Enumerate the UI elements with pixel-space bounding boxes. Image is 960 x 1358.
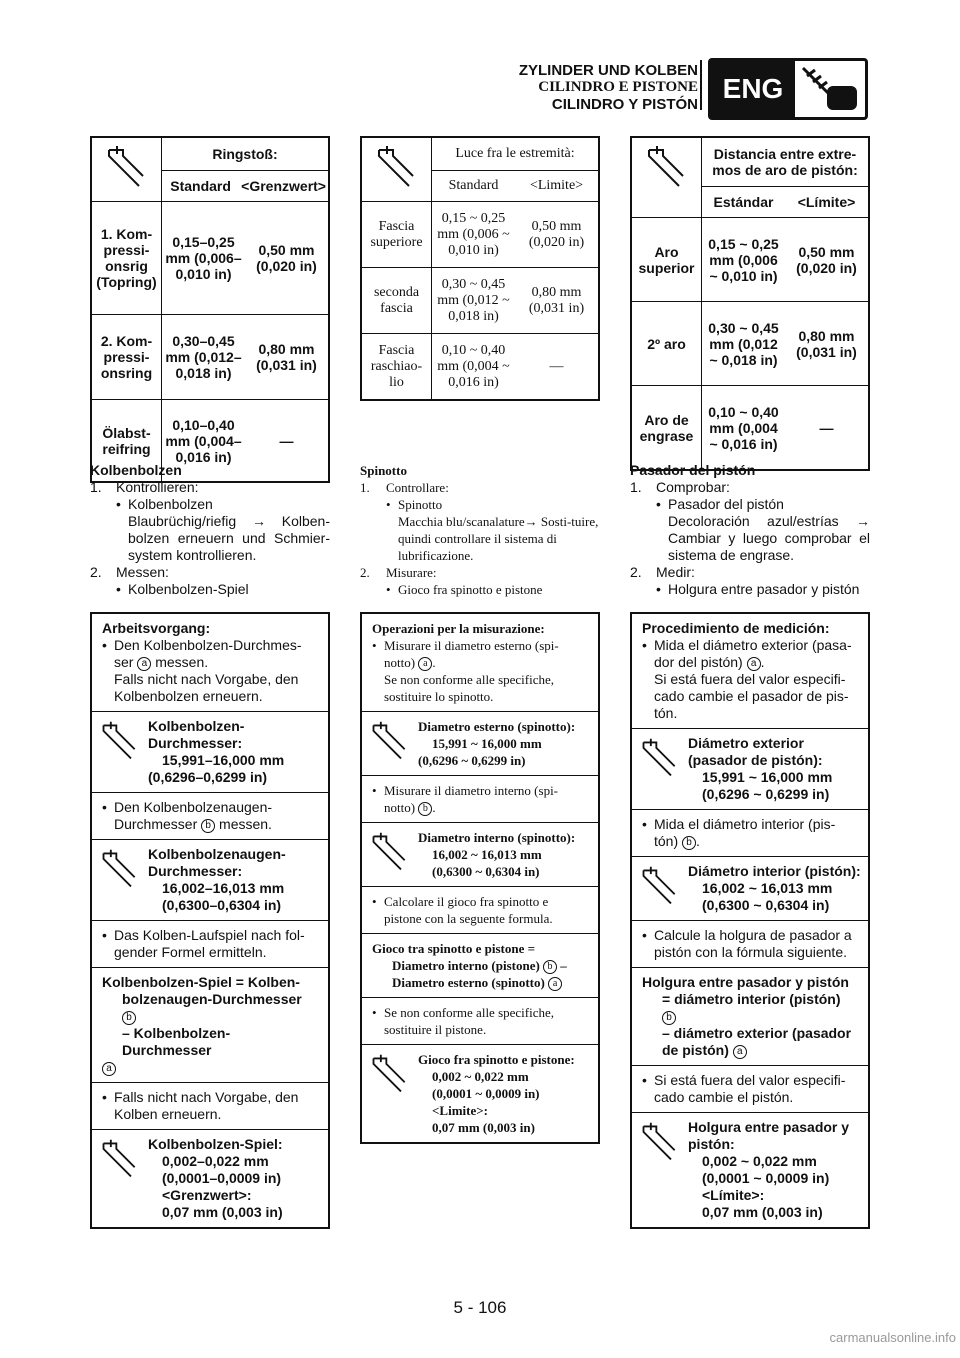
spec-label: Kolbenbolzenaugen-Durchmesser: (148, 846, 286, 879)
step-text: messen. (219, 816, 272, 832)
bullet: • (372, 894, 377, 909)
row-limit: 0,50 mm (0,020 in) (256, 242, 317, 274)
spec-value: 0,002 ~ 0,022 mm (702, 1153, 817, 1169)
limit-header: <Límite> (797, 194, 856, 210)
bullet: • (102, 1089, 107, 1105)
step-text: Falls nicht nach Vorgabe, den Kolben erneuern. (114, 1089, 299, 1122)
marker-b: b (418, 802, 432, 816)
bullet: • (642, 1072, 647, 1088)
caliper-icon (92, 138, 162, 201)
formula-line: Diametro interno (pistone) (392, 958, 540, 973)
step-text: Misurare il diametro interno (spi-notto) (384, 783, 559, 815)
spec-value: 16,002 ~ 16,013 mm (432, 847, 542, 862)
step-text: messen. (155, 654, 209, 670)
bullet: • (372, 638, 377, 653)
table-head: Distancia entre extre-mos de aro de pistón: (702, 138, 868, 187)
marker-a: a (733, 1045, 747, 1059)
step-number: 2. (90, 564, 102, 580)
marker-a: a (747, 657, 761, 671)
spec-value: 15,991 ~ 16,000 mm (432, 736, 542, 751)
table-head: Luce fra le estremità: (432, 138, 598, 171)
spec-label: Diámetro interior (pistón): (688, 863, 861, 879)
caliper-icon (362, 823, 418, 886)
row-std: 0,15–0,25 mm (0,006–0,010 in) (165, 234, 242, 282)
bullet-text: Pasador del pistón (668, 496, 784, 512)
step-text: Misurare: (386, 565, 437, 580)
spec-value: (0,0001 ~ 0,0009 in) (702, 1170, 830, 1186)
step-note: Si está fuera del valor especifi-cado cambie el pasador de pis-tón. (654, 671, 849, 721)
row-limit: — (819, 419, 834, 436)
bullet-text: Kolbenbolzen (128, 496, 213, 512)
bullet: • (386, 582, 391, 597)
ring-gap-table-de (90, 136, 330, 483)
spec-value: 0,002–0,022 mm (162, 1153, 269, 1169)
row-limit: 0,80 mm (0,031 in) (528, 284, 585, 316)
formula-line: Diametro esterno (spinotto) (392, 975, 545, 990)
procedure-head: Arbeitsvorgang: (102, 620, 211, 636)
row-name: Ölabst-reifring (92, 400, 162, 481)
bullet: • (642, 816, 647, 832)
spec-label: Kolbenbolzen-Spiel: (148, 1136, 283, 1152)
text-block-es (630, 462, 870, 598)
formula-line: – diámetro exterior (pasador de pistón) (662, 1025, 852, 1058)
procedure-head: Procedimiento de medición: (642, 620, 830, 636)
spec-value: (0,6300–0,6304 in) (162, 897, 282, 913)
step-text: Se non conforme alle specifiche, sostituire il pistone. (384, 1005, 555, 1037)
row-limit: — (279, 432, 294, 449)
row-name: Fascia superiore (362, 202, 432, 267)
spec-value: 15,991–16,000 mm (162, 752, 285, 768)
step-text: Den Kolbenbolzenaugen-Durchmesser (114, 799, 273, 832)
bullet-text: Spinotto (398, 497, 443, 512)
spec-label: Holgura entre pasador y pistón: (688, 1119, 850, 1152)
spec-label: Kolbenbolzen-Durchmesser: (148, 718, 245, 751)
row-std: 0,10 ~ 0,40 mm (0,004 ~ 0,016 in) (437, 342, 510, 390)
table-head: Ringstoß: (162, 138, 328, 171)
procedure-box-it (360, 612, 600, 1144)
row-std: 0,30 ~ 0,45 mm (0,012 ~ 0,018 in) (437, 276, 510, 324)
formula-line: Holgura entre pasador y pistón (642, 974, 849, 990)
spec-value: (0,6300 ~ 0,6304 in) (702, 897, 830, 913)
spec-value: <Límite>: (702, 1187, 765, 1203)
ring-gap-table-it (360, 136, 600, 401)
step-text: . (432, 655, 436, 670)
caliper-icon (92, 712, 148, 792)
formula-line: Gioco tra spinotto e pistone = (372, 941, 536, 956)
step-text: Mida el diámetro exterior (pasa-dor del pistón) (654, 637, 852, 670)
limit-header: <Limite> (529, 178, 584, 193)
row-std: 0,10 ~ 0,40 mm (0,004 ~ 0,016 in) (708, 403, 779, 452)
caliper-icon (632, 857, 688, 920)
bullet-detail: Macchia blu/scanalature→ Sosti-tuire, quindi controllare il sistema di lubrificazione. (398, 514, 599, 563)
bullet: • (642, 927, 647, 943)
spec-value: (0,6300 ~ 0,6304 in) (432, 864, 540, 879)
section-title-es: CILINDRO Y PISTÓN (551, 96, 698, 113)
caliper-icon (362, 712, 418, 775)
spec-value: 0,07 mm (0,003 in) (162, 1204, 283, 1220)
step-text: Controllare: (386, 480, 449, 495)
subsection-title: Kolbenbolzen (90, 462, 182, 478)
row-std: 0,30 ~ 0,45 mm (0,012 ~ 0,018 in) (708, 319, 779, 368)
spec-value: 0,07 mm (0,003 in) (702, 1204, 823, 1220)
marker-b: b (122, 1011, 136, 1025)
spec-value: (0,0001 ~ 0,0009 in) (432, 1086, 540, 1101)
step-note: Falls nicht nach Vorgabe, den Kolbenbolzen erneuern. (114, 671, 299, 704)
caliper-icon (632, 729, 688, 809)
row-limit: 0,80 mm (0,031 in) (796, 327, 857, 360)
step-text: Das Kolben-Laufspiel nach fol-gender Formel ermitteln. (114, 927, 305, 960)
row-std: 0,30–0,45 mm (0,012–0,018 in) (165, 333, 242, 381)
formula (92, 968, 328, 1083)
step-number: 1. (90, 479, 102, 495)
caliper-icon (632, 1113, 688, 1227)
bullet: • (372, 783, 377, 798)
spec-value: 0,07 mm (0,003 in) (432, 1120, 535, 1135)
step-text: Misurare il diametro esterno (spi-notto) (384, 638, 559, 670)
spec-value: <Limite>: (432, 1103, 488, 1118)
step-number: 2. (630, 564, 642, 580)
marker-b: b (201, 819, 215, 833)
bullet: • (656, 496, 661, 512)
spec-value: (0,0001–0,0009 in) (162, 1170, 282, 1186)
header-divider (700, 60, 702, 110)
formula-line: – Kolbenbolzen-Durchmesser (122, 1025, 231, 1058)
step-number: 1. (630, 479, 642, 495)
row-limit: 0,50 mm (0,020 in) (796, 243, 857, 276)
step-text: Kontrollieren: (116, 479, 199, 495)
std-header: Estándar (713, 194, 774, 210)
formula: Gioco tra spinotto e pistone = Diametro interno (pistone) b – Diametro esterno (spinotto) a (362, 934, 598, 998)
step-text: . (432, 800, 436, 815)
formula (632, 968, 868, 1066)
step-text: Calcolare il gioco fra spinotto e pistone con la seguente formula. (384, 894, 553, 926)
spec-value: 16,002 ~ 16,013 mm (702, 880, 833, 896)
row-name: 2º aro (632, 302, 702, 385)
subsection-title: Pasador del pistón (630, 462, 756, 478)
bullet-text: Kolbenbolzen-Spiel (128, 581, 249, 597)
bullet-text: Holgura entre pasador y pistón (668, 581, 860, 597)
spec-label: Diametro esterno (spinotto): (418, 719, 576, 734)
bullet: • (116, 581, 121, 597)
row-name: Aro superior (632, 218, 702, 301)
step-number: 1. (360, 480, 370, 495)
engine-piston-icon (795, 61, 865, 117)
spec-value: <Grenzwert>: (162, 1187, 252, 1203)
row-std: 0,15 ~ 0,25 mm (0,006 ~ 0,010 in) (437, 210, 510, 258)
row-name: Fascia raschiao-lio (362, 334, 432, 399)
step-text: Comprobar: (656, 479, 730, 495)
std-header: Standard (170, 178, 231, 194)
spec-value: 15,991 ~ 16,000 mm (702, 769, 833, 785)
bullet-detail: Blaubrüchig/riefig → Kolben-bolzen erneuern und Schmier-system kontrollieren. (128, 513, 330, 563)
subsection-title: Spinotto (360, 463, 407, 478)
spec-label: Gioco fra spinotto e pistone: (418, 1052, 575, 1067)
row-limit: — (549, 358, 564, 374)
formula-line: Kolbenbolzen-Spiel = Kolben- (102, 974, 300, 990)
bullet: • (386, 497, 391, 512)
watermark: carmanualsonline.info (829, 1330, 956, 1345)
step-text: Messen: (116, 564, 169, 580)
row-std: 0,10–0,40 mm (0,004–0,016 in) (165, 416, 242, 465)
caliper-icon (362, 1045, 418, 1142)
row-name: Aro de engrase (632, 386, 702, 469)
bullet: • (102, 799, 107, 815)
marker-a: a (102, 1062, 116, 1076)
caliper-icon (362, 138, 432, 201)
procedure-box-de (90, 612, 330, 1229)
procedure-head: Operazioni per la misurazione: (372, 621, 545, 636)
row-std: 0,15 ~ 0,25 mm (0,006 ~ 0,010 in) (708, 235, 779, 284)
row-name: seconda fascia (362, 268, 432, 333)
caliper-icon (92, 1130, 148, 1227)
step-text: Mida el diámetro interior (pis-tón) (654, 816, 836, 849)
formula-line: = diámetro interior (pistón) (662, 991, 841, 1007)
step-text: . (760, 654, 765, 670)
section-title-it: CILINDRO E PISTONE (538, 79, 698, 95)
caliper-icon (632, 138, 702, 217)
row-name: 2. Kom-pressi-onsring (92, 315, 162, 399)
bullet: • (372, 1005, 377, 1020)
step-text: Calcule la holgura de pasador a pistón con la fórmula siguiente. (654, 927, 852, 960)
bullet: • (102, 637, 107, 653)
spec-label: Diámetro exterior (pasador de pistón): (688, 735, 823, 768)
spec-value: 16,002–16,013 mm (162, 880, 285, 896)
formula-line: bolzenaugen-Durchmesser (122, 991, 302, 1007)
page-number: 5 - 106 (453, 1298, 507, 1317)
spec-label: Diametro interno (spinotto): (418, 830, 576, 845)
step-text: Den Kolbenbolzen-Durchmes-ser (114, 637, 302, 670)
limit-header: <Grenzwert> (241, 178, 326, 194)
bullet-text: Gioco fra spinotto e pistone (398, 582, 543, 597)
procedure-box-es (630, 612, 870, 1229)
spec-value: (0,6296–0,6299 in) (148, 769, 268, 785)
marker-b: b (682, 836, 696, 850)
spec-value: (0,6296 ~ 0,6299 in) (418, 753, 526, 768)
marker-a: a (548, 977, 562, 991)
eng-badge (708, 58, 868, 120)
marker-b: b (543, 960, 557, 974)
spec-value: (0,6296 ~ 0,6299 in) (702, 786, 830, 802)
row-name: 1. Kom-pressi-onsrig (Topring) (92, 202, 162, 314)
row-limit: 0,80 mm (0,031 in) (256, 341, 317, 373)
std-header: Standard (448, 178, 499, 193)
section-title-de: ZYLINDER UND KOLBEN (518, 62, 698, 79)
step-note: Se non conforme alle specifiche, sostituire lo spinotto. (384, 672, 555, 704)
eng-label: ENG (711, 61, 795, 117)
step-text: . (696, 833, 700, 849)
ring-gap-table-es (630, 136, 870, 471)
text-block-de (90, 462, 330, 598)
bullet: • (642, 637, 647, 653)
step-number: 2. (360, 565, 370, 580)
row-limit: 0,50 mm (0,020 in) (528, 218, 585, 250)
step-text: Medir: (656, 564, 695, 580)
marker-b: b (662, 1011, 676, 1025)
text-block-it (360, 462, 600, 598)
bullet: • (116, 496, 121, 512)
caliper-icon (92, 840, 148, 920)
bullet: • (102, 927, 107, 943)
spec-value: 0,002 ~ 0,022 mm (432, 1069, 529, 1084)
marker-a: a (418, 657, 432, 671)
step-text: Si está fuera del valor especifi-cado cambie el pistón. (654, 1072, 846, 1105)
bullet-detail: Decoloración azul/estrías → Cambiar y luego comprobar el sistema de engrase. (668, 513, 870, 563)
marker-a: a (137, 657, 151, 671)
bullet: • (656, 581, 661, 597)
